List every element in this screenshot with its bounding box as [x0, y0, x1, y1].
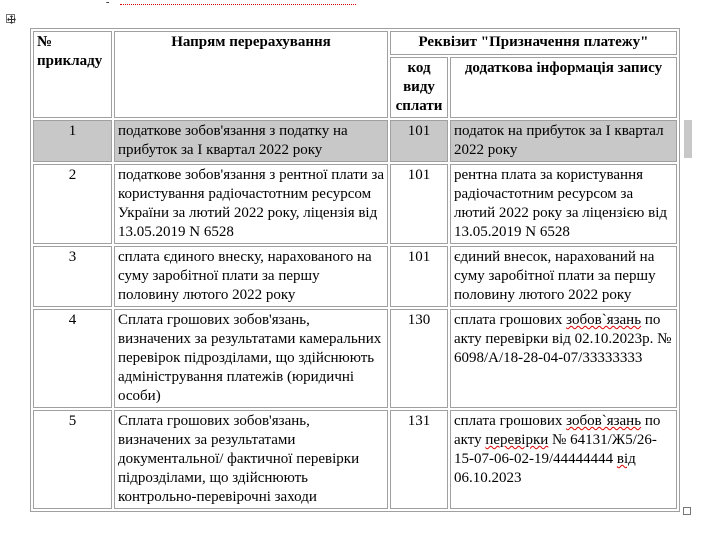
header-direction-text: Напрям перерахування	[171, 34, 331, 50]
row-code: 130	[390, 309, 448, 408]
row-number: 2	[33, 164, 112, 244]
spellcheck-underline	[120, 1, 356, 5]
previous-line-fragment	[100, 0, 360, 6]
dash-mark: -	[106, 0, 110, 8]
info-text: по акту	[454, 413, 661, 448]
info-text: 06.10.2023	[454, 470, 522, 486]
row-number: 4	[33, 309, 112, 408]
info-text: сплата грошових	[454, 413, 567, 429]
table-resize-handle-icon[interactable]	[683, 507, 691, 515]
header-direction	[114, 31, 388, 118]
spellcheck-word: зобов`язань	[566, 312, 642, 328]
row-info	[450, 309, 677, 408]
header-code-text: код виду сплати	[395, 60, 443, 114]
row-direction: податкове зобов'язання з податку на прибуток за І квартал 2022 року	[114, 120, 388, 162]
row-direction: Сплата грошових зобов'язань, визначених за результатами документальної/ фактичної перевірки підрозділами, що здійснюють контрольно-перевірочні заходи	[114, 410, 388, 509]
row-number: 3	[33, 246, 112, 307]
row-direction: Сплата грошових зобов'язань, визначених за результатами камеральних перевірок підрозділами, що здійснюють адміністрування платежів (юридичні особи)	[114, 309, 388, 408]
row-code: 131	[390, 410, 448, 509]
table-move-handle-icon[interactable]	[6, 14, 15, 23]
table-row	[33, 120, 677, 162]
info-text: № 64131/Ж5/26-15-07-06-02-19/44444444	[454, 432, 657, 467]
row-code: 101	[390, 164, 448, 244]
header-number	[33, 31, 112, 118]
spellcheck-word: зобов`язань	[566, 413, 642, 429]
header-number-text: № прикладу	[37, 34, 103, 69]
table-row	[33, 164, 677, 244]
table-row	[33, 309, 677, 408]
payment-purpose-table	[30, 28, 680, 512]
row-info	[450, 410, 677, 509]
row-number: 5	[33, 410, 112, 509]
header-code	[390, 57, 448, 118]
row-info: податок на прибуток за І квартал 2022 року	[450, 120, 677, 162]
header-info	[450, 57, 677, 118]
info-text: по акту перевірки від 02.10.2023р. № 6098/А/18-28-04-07/33333333	[454, 312, 672, 366]
header-requisite-text: Реквізит "Призначення платежу"	[418, 34, 649, 50]
table-row	[33, 246, 677, 307]
spellcheck-word: перевірки	[485, 432, 549, 448]
spellcheck-word: від	[616, 451, 636, 467]
header-requisite	[390, 31, 677, 55]
row-direction: податкове зобов'язання з рентної плати за користування радіочастотним ресурсом України за лютий 2022 року, ліцензія від 13.05.2019 N 6528	[114, 164, 388, 244]
row-info: єдиний внесок, нарахований на суму заробітної плати за першу половину лютого 2022 року	[450, 246, 677, 307]
row-direction: сплата єдиного внеску, нарахованого на суму заробітної плати за першу половину лютого 2022 року	[114, 246, 388, 307]
row-code: 101	[390, 120, 448, 162]
row-info: рентна плата за користування радіочастотним ресурсом за лютий 2022 року за ліцензією від 13.05.2019 N 6528	[450, 164, 677, 244]
row-code: 101	[390, 246, 448, 307]
info-text: сплата грошових	[454, 312, 567, 328]
row-selection-edge	[684, 120, 692, 158]
table-row	[33, 410, 677, 509]
row-number: 1	[33, 120, 112, 162]
header-info-text: додаткова інформація запису	[464, 60, 663, 76]
